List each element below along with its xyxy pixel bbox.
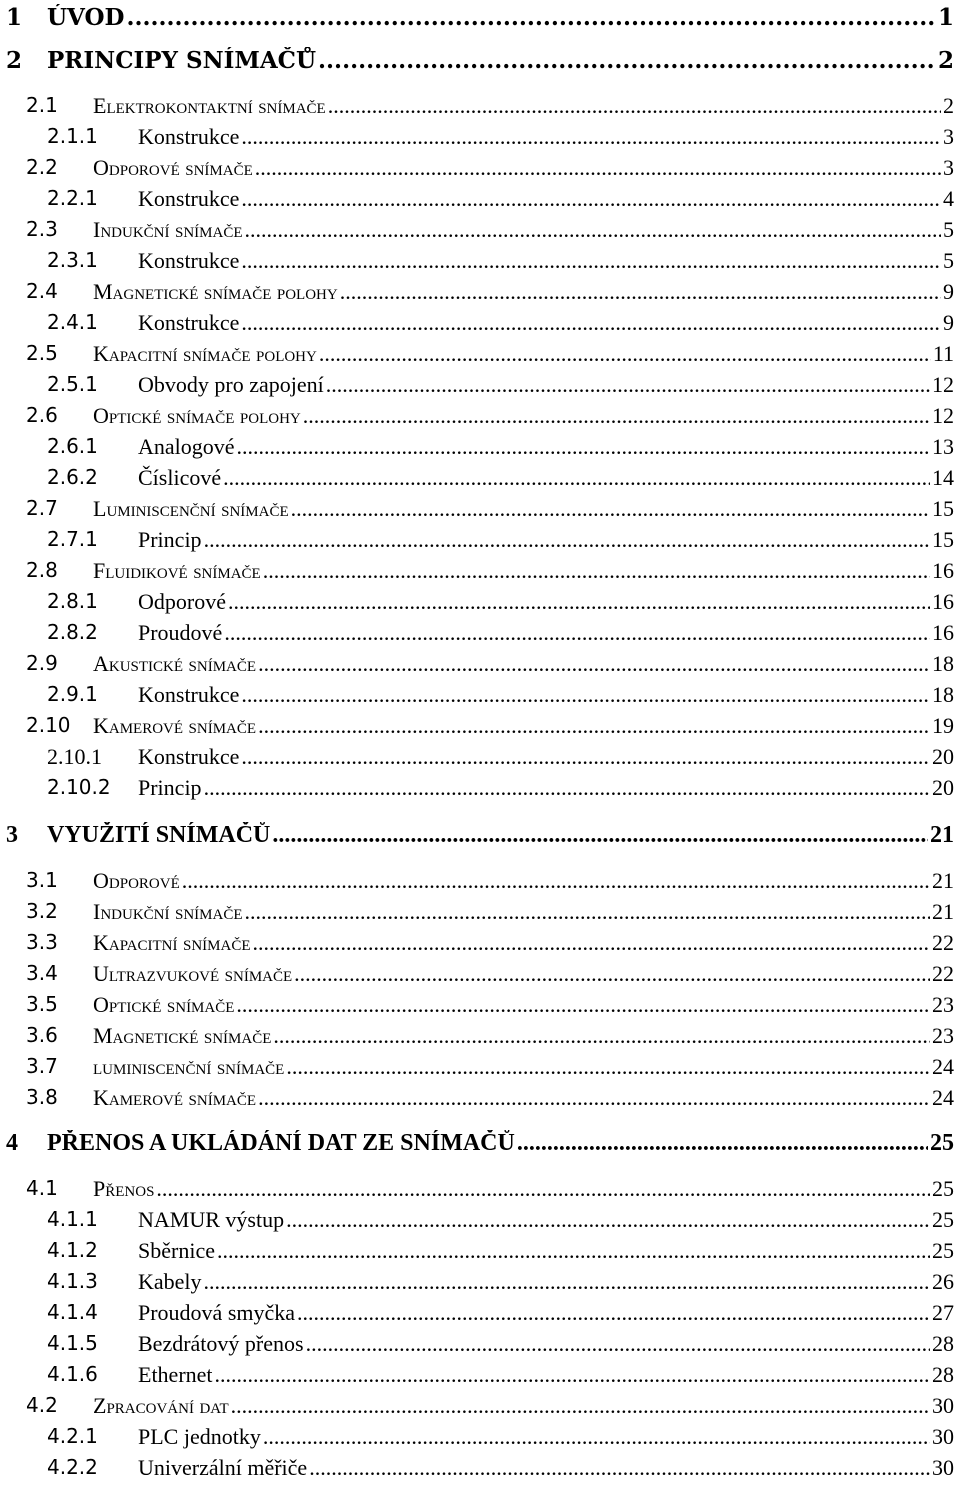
toc-entry-title: Konstrukce	[138, 682, 240, 707]
toc-leader-dots	[263, 558, 930, 584]
toc-entry-title: PŘENOS A UKLÁDÁNÍ DAT ZE SNÍMAČŮ	[47, 1130, 515, 1156]
toc-entry-title: Princip	[138, 775, 202, 800]
toc-entry-title: ÚVOD	[47, 4, 125, 31]
toc-entry[interactable]	[0, 744, 960, 774]
toc-leader-dots	[217, 1238, 930, 1264]
toc-entry-title: Ultrazvukové snímače	[93, 961, 293, 986]
toc-entry-title: VYUŽITÍ SNÍMAČŮ	[47, 822, 271, 848]
toc-leader-dots	[182, 868, 930, 894]
toc-entry-number: 4.1.6	[47, 1362, 98, 1386]
toc-entry-title-line	[138, 1269, 954, 1295]
toc-entry-title: Přenos	[93, 1176, 155, 1201]
toc-entry[interactable]	[0, 310, 960, 340]
toc-entry-number: 4	[6, 1130, 18, 1156]
toc-entry-title: Magnetické snímače	[93, 1023, 272, 1048]
toc-entry-page: 24	[932, 1054, 954, 1079]
toc-entry-title-line	[138, 248, 954, 274]
toc-entry-number: 3.8	[26, 1085, 58, 1109]
toc-entry-title-line	[93, 868, 954, 894]
toc-entry-page: 12	[932, 372, 954, 397]
toc-entry-title-line	[93, 1023, 954, 1049]
toc-leader-dots	[326, 372, 930, 398]
toc-entry-number: 4.2	[26, 1393, 58, 1417]
toc-entry-number: 2	[6, 47, 23, 74]
toc-entry-title: Konstrukce	[138, 248, 240, 273]
toc-entry[interactable]	[0, 434, 960, 464]
toc-entry[interactable]	[0, 1269, 960, 1299]
toc-leader-dots	[272, 822, 928, 849]
toc-entry-title-line	[93, 279, 954, 305]
toc-entry-title: Indukční snímače	[93, 217, 243, 242]
toc-leader-dots	[223, 465, 930, 491]
toc-leader-dots	[258, 1085, 930, 1111]
toc-entry-number: 2.6.1	[47, 434, 98, 458]
toc-entry-title: Akustické snímače	[93, 651, 257, 676]
toc-entry-page: 5	[943, 248, 954, 273]
toc-entry-title: NAMUR výstup	[138, 1207, 285, 1232]
toc-entry-title: Indukční snímače	[93, 899, 243, 924]
toc-entry-title: Zpracování dat	[93, 1393, 229, 1418]
toc-leader-dots	[156, 1176, 930, 1202]
toc-entry-title-line	[93, 496, 954, 522]
toc-entry[interactable]	[0, 47, 960, 77]
toc-leader-dots	[273, 1023, 930, 1049]
toc-entry-title-line	[93, 403, 954, 429]
toc-entry-title: Obvody pro zapojení	[138, 372, 324, 397]
toc-entry-title-line	[138, 124, 954, 150]
toc-entry-title: Bezdrátový přenos	[138, 1331, 304, 1356]
toc-entry-title: Odporové	[93, 868, 180, 893]
toc-entry-title: Proudové	[138, 620, 223, 645]
toc-entry-page: 18	[932, 651, 954, 676]
toc-entry-title-line	[93, 93, 954, 119]
toc-entry-page: 15	[932, 527, 954, 552]
toc-entry[interactable]	[0, 992, 960, 1022]
toc-entry-page: 3	[943, 155, 954, 180]
toc-leader-dots	[237, 434, 930, 460]
toc-entry-title: Kamerové snímače	[93, 1085, 257, 1110]
toc-entry-title-line	[138, 682, 954, 708]
toc-entry-number: 3.1	[26, 868, 58, 892]
toc-entry-title-line	[93, 341, 954, 367]
toc-entry-title-line	[138, 589, 954, 615]
toc-entry[interactable]	[0, 1455, 960, 1485]
toc-entry-title: Elektrokontaktní snímače	[93, 93, 326, 118]
toc-entry-page: 28	[932, 1331, 954, 1356]
toc-entry-number: 2.2.1	[47, 186, 98, 210]
toc-entry-title-line	[93, 217, 954, 243]
toc-entry[interactable]	[0, 403, 960, 433]
toc-entry-title: Kabely	[138, 1269, 202, 1294]
toc-entry-page: 9	[943, 310, 954, 335]
toc-entry-number: 2.5	[26, 341, 58, 365]
toc-entry-page: 16	[932, 589, 954, 614]
toc-leader-dots	[204, 1269, 930, 1295]
toc-entry[interactable]	[0, 1085, 960, 1115]
toc-entry-page: 22	[932, 961, 954, 986]
toc-leader-dots	[241, 744, 930, 770]
toc-entry-title-line	[93, 558, 954, 584]
toc-entry-title-line	[93, 930, 954, 956]
toc-entry[interactable]	[0, 1362, 960, 1392]
toc-entry-page: 15	[932, 496, 954, 521]
toc-entry-title: Kamerové snímače	[93, 713, 257, 738]
toc-entry-number: 2.7.1	[47, 527, 98, 551]
toc-entry-title: Konstrukce	[138, 186, 240, 211]
toc-entry-title-line	[93, 899, 954, 925]
toc-leader-dots	[263, 1424, 930, 1450]
toc-entry-page: 14	[932, 465, 954, 490]
toc-entry-title-line	[93, 1054, 954, 1080]
toc-entry[interactable]	[0, 1054, 960, 1084]
toc-leader-dots	[291, 496, 930, 522]
toc-entry-title: Univerzální měřiče	[138, 1455, 308, 1480]
toc-leader-dots	[204, 775, 930, 801]
toc-entry-number: 2.8	[26, 558, 58, 582]
toc-entry-title: Luminiscenční snímače	[93, 496, 289, 521]
toc-entry[interactable]	[0, 186, 960, 216]
toc-entry-number: 2.10.2	[47, 775, 111, 799]
toc-entry-number: 2.6	[26, 403, 58, 427]
toc-entry-page: 13	[932, 434, 954, 459]
toc-entry-number: 3.3	[26, 930, 58, 954]
toc-entry-number: 2.4.1	[47, 310, 98, 334]
toc-entry[interactable]	[0, 682, 960, 712]
toc-leader-dots	[328, 93, 941, 119]
toc-leader-dots	[228, 589, 930, 615]
toc-entry-page: 16	[932, 620, 954, 645]
toc-entry-page: 20	[932, 775, 954, 800]
toc-entry-page: 27	[932, 1300, 954, 1325]
toc-leader-dots	[318, 47, 936, 74]
toc-entry[interactable]	[0, 1424, 960, 1454]
toc-entry-page: 11	[932, 341, 954, 366]
toc-entry-title: Proudová smyčka	[138, 1300, 296, 1325]
toc-entry-title: Sběrnice	[138, 1238, 215, 1263]
toc-leader-dots	[258, 651, 930, 677]
toc-entry-title-line	[93, 155, 954, 181]
toc-entry-title: Fluidikové snímače	[93, 558, 261, 583]
toc-entry-number: 3.4	[26, 961, 58, 985]
toc-entry-title: Odporové	[138, 589, 226, 614]
toc-entry-page: 3	[943, 124, 954, 149]
toc-entry-title-line	[138, 465, 954, 491]
toc-entry[interactable]	[0, 1176, 960, 1206]
toc-entry-title: PLC jednotky	[138, 1424, 261, 1449]
toc-entry-number: 2.10.1	[47, 744, 102, 769]
toc-entry-title-line	[138, 1424, 954, 1450]
toc-entry[interactable]	[0, 4, 960, 34]
toc-leader-dots	[245, 899, 931, 925]
toc-entry[interactable]	[0, 248, 960, 278]
toc-entry[interactable]	[0, 899, 960, 929]
toc-leader-dots	[245, 217, 942, 243]
toc-entry-title-line	[138, 775, 954, 801]
toc-entry-title-line	[47, 47, 954, 74]
toc-entry-number: 4.2.1	[47, 1424, 98, 1448]
toc-entry-page: 12	[932, 403, 954, 428]
toc-entry-title-line	[138, 744, 954, 770]
toc-entry[interactable]	[0, 1331, 960, 1361]
toc-entry-number: 3.5	[26, 992, 58, 1016]
toc-leader-dots	[231, 1393, 930, 1419]
toc-entry-title-line	[93, 713, 954, 739]
toc-entry-page: 25	[932, 1176, 954, 1201]
toc-entry-page: 23	[932, 992, 954, 1017]
toc-leader-dots	[241, 186, 941, 212]
toc-entry-title-line	[138, 1455, 954, 1481]
toc-leader-dots	[286, 1054, 930, 1080]
toc-entry[interactable]	[0, 93, 960, 123]
toc-entry-title: Princip	[138, 527, 202, 552]
toc-entry-page: 24	[932, 1085, 954, 1110]
toc-leader-dots	[294, 961, 930, 987]
toc-entry[interactable]	[0, 279, 960, 309]
toc-entry[interactable]	[0, 496, 960, 526]
toc-entry-page: 30	[932, 1393, 954, 1418]
toc-entry-title-line	[47, 1130, 954, 1157]
toc-entry-page: 1	[937, 4, 954, 31]
toc-entry-title: Magnetické snímače polohy	[93, 279, 338, 304]
toc-leader-dots	[255, 155, 941, 181]
toc-entry-page: 25	[932, 1207, 954, 1232]
toc-entry[interactable]	[0, 1207, 960, 1237]
toc-entry-title: Konstrukce	[138, 310, 240, 335]
toc-entry-title: PRINCIPY SNÍMAČŮ	[47, 47, 317, 74]
toc-entry-number: 3.7	[26, 1054, 58, 1078]
toc-leader-dots	[241, 248, 941, 274]
toc-entry-page: 22	[932, 930, 954, 955]
toc-entry-number: 2.7	[26, 496, 58, 520]
toc-entry-page: 4	[943, 186, 954, 211]
toc-entry-title-line	[93, 1393, 954, 1419]
toc-entry-page: 21	[932, 868, 954, 893]
toc-entry-number: 4.1.2	[47, 1238, 98, 1262]
toc-entry-page: 30	[932, 1424, 954, 1449]
toc-entry-page: 21	[930, 822, 954, 848]
toc-entry-page: 18	[932, 682, 954, 707]
toc-entry[interactable]	[0, 868, 960, 898]
toc-leader-dots	[517, 1130, 928, 1157]
toc-entry-number: 1	[6, 4, 23, 31]
toc-entry-page: 28	[932, 1362, 954, 1387]
toc-entry-number: 3.2	[26, 899, 58, 923]
toc-entry[interactable]	[0, 217, 960, 247]
toc-entry-number: 2.1	[26, 93, 58, 117]
toc-entry-title-line	[93, 1085, 954, 1111]
toc-entry[interactable]	[0, 1023, 960, 1053]
toc-entry-title-line	[138, 620, 954, 646]
toc-entry-number: 2.3	[26, 217, 58, 241]
toc-entry-title-line	[93, 651, 954, 677]
toc-entry-number: 2.8.2	[47, 620, 98, 644]
toc-entry-page: 5	[943, 217, 954, 242]
toc-entry[interactable]	[0, 1300, 960, 1330]
toc-entry[interactable]	[0, 589, 960, 619]
toc-entry[interactable]	[0, 465, 960, 495]
toc-entry-title: Odporové snímače	[93, 155, 253, 180]
toc-entry-number: 2.1.1	[47, 124, 98, 148]
toc-entry-number: 4.2.2	[47, 1455, 98, 1479]
toc-entry-title-line	[138, 372, 954, 398]
toc-leader-dots	[236, 992, 930, 1018]
toc-entry-page: 20	[932, 744, 954, 769]
toc-entry-number: 2.2	[26, 155, 58, 179]
toc-entry-page: 21	[932, 899, 954, 924]
toc-entry-title: Konstrukce	[138, 744, 240, 769]
toc-entry[interactable]	[0, 1393, 960, 1423]
toc-leader-dots	[126, 4, 936, 31]
toc-entry-title-line	[47, 4, 954, 31]
toc-leader-dots	[224, 620, 930, 646]
toc-entry[interactable]	[0, 155, 960, 185]
toc-entry-number: 2.8.1	[47, 589, 98, 613]
toc-entry-title-line	[138, 1300, 954, 1326]
toc-entry-title-line	[138, 1207, 954, 1233]
toc-entry[interactable]	[0, 620, 960, 650]
toc-entry-title-line	[138, 1238, 954, 1264]
toc-entry-title: Konstrukce	[138, 124, 240, 149]
toc-leader-dots	[241, 310, 941, 336]
toc-entry-title: luminiscenční snímače	[93, 1054, 285, 1079]
toc-leader-dots	[241, 682, 930, 708]
toc-entry-title-line	[47, 822, 954, 849]
toc-leader-dots	[319, 341, 931, 367]
toc-entry[interactable]	[0, 961, 960, 991]
toc-entry-page: 19	[932, 713, 954, 738]
toc-leader-dots	[215, 1362, 930, 1388]
toc-entry-number: 4.1.1	[47, 1207, 98, 1231]
toc-entry-title-line	[138, 186, 954, 212]
toc-entry-page: 16	[932, 558, 954, 583]
toc-entry-number: 4.1.5	[47, 1331, 98, 1355]
toc-entry[interactable]	[0, 341, 960, 371]
toc-entry[interactable]	[0, 651, 960, 681]
toc-entry[interactable]	[0, 1238, 960, 1268]
toc-entry-number: 2.3.1	[47, 248, 98, 272]
toc-leader-dots	[258, 713, 930, 739]
toc-entry-page: 2	[943, 93, 954, 118]
toc-leader-dots	[204, 527, 930, 553]
toc-entry[interactable]	[0, 527, 960, 557]
toc-leader-dots	[340, 279, 941, 305]
toc-entry-number: 2.9.1	[47, 682, 98, 706]
toc-entry-title-line	[93, 961, 954, 987]
toc-leader-dots	[241, 124, 941, 150]
toc-entry[interactable]	[0, 713, 960, 743]
toc-entry-number: 2.9	[26, 651, 58, 675]
toc-entry-page: 25	[930, 1130, 954, 1156]
toc-entry-title-line	[138, 1362, 954, 1388]
toc-entry-title-line	[93, 992, 954, 1018]
toc-entry-title: Číslicové	[138, 465, 222, 490]
toc-entry-page: 2	[937, 47, 954, 74]
toc-entry[interactable]	[0, 1130, 960, 1160]
toc-entry-title: Optické snímače polohy	[93, 403, 301, 428]
toc-leader-dots	[253, 930, 930, 956]
toc-entry-number: 4.1.3	[47, 1269, 98, 1293]
toc-entry-number: 3.6	[26, 1023, 58, 1047]
toc-entry-number: 2.4	[26, 279, 58, 303]
toc-entry-page: 26	[932, 1269, 954, 1294]
toc-leader-dots	[297, 1300, 930, 1326]
toc-entry-title-line	[138, 434, 954, 460]
toc-entry[interactable]	[0, 930, 960, 960]
toc-entry[interactable]	[0, 372, 960, 402]
toc-entry-number: 4.1	[26, 1176, 58, 1200]
toc-entry-title: Optické snímače	[93, 992, 235, 1017]
toc-leader-dots	[286, 1207, 930, 1233]
toc-entry-number: 2.10	[26, 713, 71, 737]
toc-entry-title: Analogové	[138, 434, 235, 459]
toc-entry[interactable]	[0, 822, 960, 852]
toc-entry[interactable]	[0, 124, 960, 154]
toc-entry-title-line	[138, 527, 954, 553]
toc-entry-number: 4.1.4	[47, 1300, 98, 1324]
toc-entry-title: Ethernet	[138, 1362, 213, 1387]
toc-entry-number: 2.6.2	[47, 465, 98, 489]
toc-entry-title-line	[138, 1331, 954, 1357]
toc-leader-dots	[303, 403, 930, 429]
toc-leader-dots	[309, 1455, 930, 1481]
toc-entry-title-line	[93, 1176, 954, 1202]
toc-entry[interactable]	[0, 558, 960, 588]
toc-entry-page: 30	[932, 1455, 954, 1480]
toc-entry-page: 9	[943, 279, 954, 304]
toc-entry-page: 23	[932, 1023, 954, 1048]
toc-entry-title: Kapacitní snímače	[93, 930, 251, 955]
toc-leader-dots	[306, 1331, 930, 1357]
toc-entry-number: 3	[6, 822, 18, 848]
toc-entry-title: Kapacitní snímače polohy	[93, 341, 317, 366]
toc-entry-page: 25	[932, 1238, 954, 1263]
toc-entry[interactable]	[0, 775, 960, 805]
toc-entry-title-line	[138, 310, 954, 336]
toc-entry-number: 2.5.1	[47, 372, 98, 396]
